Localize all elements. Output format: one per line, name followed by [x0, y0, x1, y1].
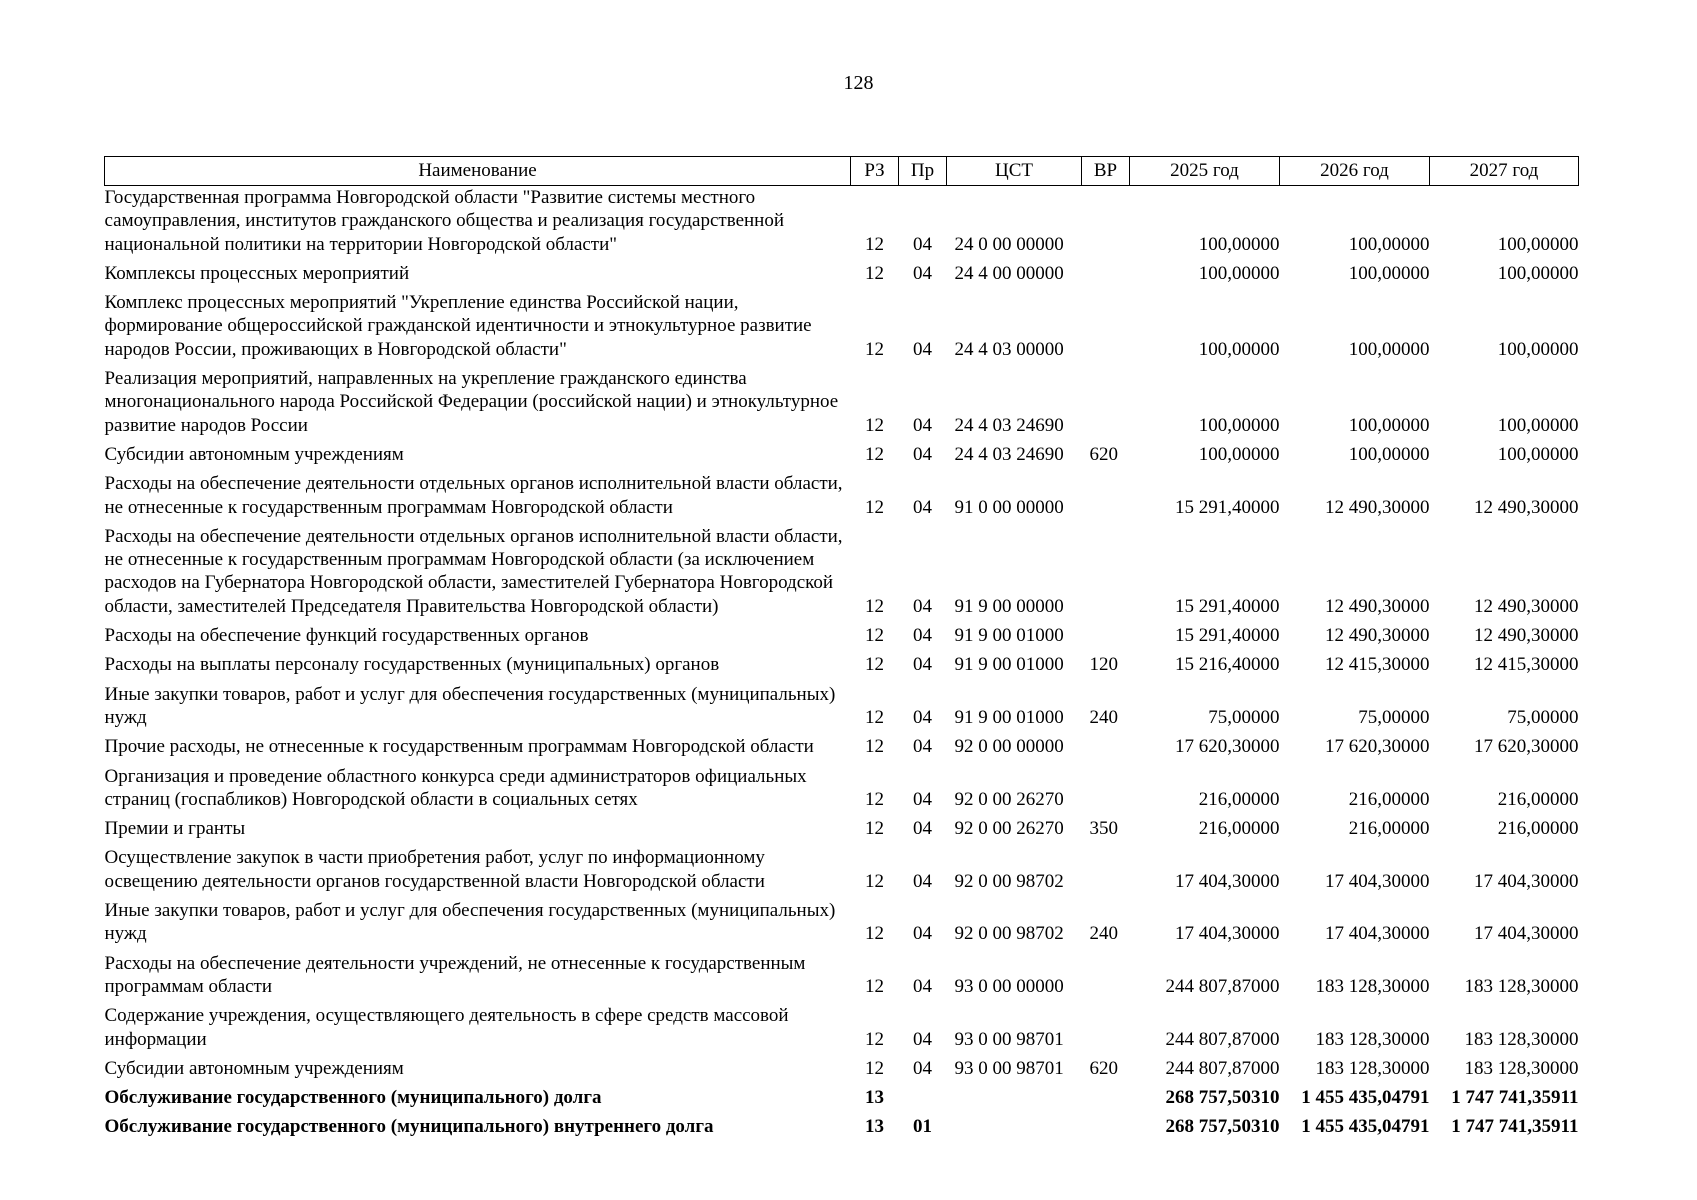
cell-2026: 12 490,30000 — [1325, 625, 1430, 647]
cell-name: Реализация мероприятий, направленных на укрепление гражданского единства многонационального народа Российской Федерации (российской нации) и этнокультурное развитие народов России — [104, 368, 839, 436]
table-row — [105, 1057, 1579, 1086]
cell-2027: 17 620,30000 — [1474, 736, 1579, 758]
cell-2026: 12 415,30000 — [1325, 654, 1430, 676]
table-row — [105, 817, 1579, 846]
cell-2026: 1 455 435,04791 — [1301, 1116, 1430, 1138]
cell-2025: 216,00000 — [1198, 788, 1280, 810]
cell-pr: 04 — [913, 736, 932, 758]
cell-vr: 240 — [1089, 706, 1118, 728]
cell-name: Расходы на обеспечение деятельности отдельных органов исполнительной власти области, не отнесенные к государственным программам Новгородской области (за исключением расходов на Губернатора Новгородской области, заместителей Губернатора Новгородской области, заместителей Председателя Правительства Новгородской области) — [104, 525, 843, 617]
cell-cst: 24 4 03 00000 — [954, 338, 1064, 360]
cell-vr — [1082, 262, 1130, 291]
cell-rz: 12 — [865, 496, 884, 518]
cell-cst: 92 0 00 98702 — [954, 923, 1064, 945]
cell-vr — [1082, 624, 1130, 653]
cell-rz: 12 — [865, 654, 884, 676]
header-2025: 2025 год — [1130, 157, 1280, 186]
cell-2025: 244 807,87000 — [1165, 975, 1280, 997]
cell-rz: 12 — [865, 1028, 884, 1050]
cell-2025: 100,00000 — [1198, 338, 1280, 360]
cell-pr: 04 — [913, 654, 932, 676]
cell-2026: 100,00000 — [1348, 233, 1430, 255]
cell-rz: 12 — [865, 338, 884, 360]
cell-2027: 100,00000 — [1497, 338, 1579, 360]
cell-2027: 100,00000 — [1497, 443, 1579, 465]
cell-2026: 100,00000 — [1348, 262, 1430, 284]
cell-pr — [899, 1086, 947, 1115]
cell-rz: 13 — [865, 1087, 884, 1109]
cell-2026: 183 128,30000 — [1315, 1028, 1430, 1050]
header-cst: ЦСТ — [947, 157, 1082, 186]
cell-rz: 12 — [865, 870, 884, 892]
cell-name: Комплексы процессных мероприятий — [104, 262, 410, 284]
cell-pr: 04 — [913, 1028, 932, 1050]
cell-cst: 24 0 00 00000 — [954, 233, 1064, 255]
cell-cst: 93 0 00 00000 — [954, 975, 1064, 997]
cell-rz: 12 — [865, 706, 884, 728]
cell-vr: 620 — [1089, 1057, 1118, 1079]
cell-pr: 04 — [913, 443, 932, 465]
cell-cst — [947, 1115, 1082, 1144]
cell-cst: 24 4 03 24690 — [954, 443, 1064, 465]
cell-2025: 15 291,40000 — [1175, 595, 1280, 617]
table-header-row — [105, 157, 1579, 186]
cell-vr — [1082, 1086, 1130, 1115]
header-2026: 2026 год — [1280, 157, 1430, 186]
cell-2027: 183 128,30000 — [1464, 975, 1579, 997]
cell-pr: 04 — [913, 496, 932, 518]
cell-2026: 17 404,30000 — [1325, 923, 1430, 945]
cell-name: Иные закупки товаров, работ и услуг для обеспечения государственных (муниципальных) нужд — [104, 900, 836, 945]
cell-2026: 100,00000 — [1348, 443, 1430, 465]
table-row — [105, 186, 1579, 262]
cell-cst: 92 0 00 26270 — [954, 788, 1064, 810]
cell-rz: 12 — [865, 1057, 884, 1079]
cell-pr: 04 — [913, 595, 932, 617]
table-row — [105, 653, 1579, 682]
cell-cst: 92 0 00 00000 — [954, 736, 1064, 758]
cell-rz: 12 — [865, 818, 884, 840]
cell-2026: 216,00000 — [1348, 818, 1430, 840]
cell-pr: 04 — [913, 788, 932, 810]
cell-2026: 100,00000 — [1348, 338, 1430, 360]
cell-pr: 04 — [913, 262, 932, 284]
table-row — [105, 952, 1579, 1005]
cell-pr: 01 — [913, 1116, 932, 1138]
cell-name: Субсидии автономным учреждениям — [104, 443, 404, 465]
cell-vr — [1082, 1004, 1130, 1057]
cell-2026: 183 128,30000 — [1315, 975, 1430, 997]
cell-vr — [1082, 735, 1130, 764]
budget-table — [104, 156, 1579, 1145]
cell-name: Премии и гранты — [104, 818, 246, 840]
cell-cst: 93 0 00 98701 — [954, 1028, 1064, 1050]
cell-rz: 12 — [865, 595, 884, 617]
cell-vr — [1082, 367, 1130, 443]
table-body — [105, 186, 1579, 1145]
cell-vr — [1082, 1115, 1130, 1144]
cell-name: Субсидии автономным учреждениям — [104, 1057, 404, 1079]
cell-vr: 120 — [1089, 654, 1118, 676]
cell-vr: 620 — [1089, 443, 1118, 465]
table-row — [105, 367, 1579, 443]
cell-2025: 100,00000 — [1198, 414, 1280, 436]
cell-pr: 04 — [913, 975, 932, 997]
cell-2025: 268 757,50310 — [1165, 1116, 1280, 1138]
cell-2027: 216,00000 — [1497, 788, 1579, 810]
page-number: 128 — [843, 72, 874, 94]
cell-name: Осуществление закупок в части приобретения работ, услуг по информационному освещению деятельности органов государственной власти Новгородской области — [104, 847, 765, 892]
cell-2026: 75,00000 — [1358, 706, 1430, 728]
cell-2027: 100,00000 — [1497, 262, 1579, 284]
cell-rz: 12 — [865, 443, 884, 465]
cell-rz: 12 — [865, 923, 884, 945]
table-row — [105, 735, 1579, 764]
cell-2025: 100,00000 — [1198, 262, 1280, 284]
cell-2025: 244 807,87000 — [1165, 1028, 1280, 1050]
cell-name: Прочие расходы, не отнесенные к государственным программам Новгородской области — [104, 736, 814, 758]
table-row — [105, 291, 1579, 367]
cell-2025: 17 404,30000 — [1175, 870, 1280, 892]
cell-rz: 12 — [865, 262, 884, 284]
cell-2026: 1 455 435,04791 — [1301, 1087, 1430, 1109]
cell-pr: 04 — [913, 338, 932, 360]
cell-pr: 04 — [913, 625, 932, 647]
cell-cst: 92 0 00 98702 — [954, 870, 1064, 892]
cell-2027: 1 747 741,35911 — [1451, 1116, 1579, 1138]
header-2027: 2027 год — [1430, 157, 1579, 186]
cell-rz: 12 — [865, 788, 884, 810]
cell-2025: 15 291,40000 — [1175, 496, 1280, 518]
cell-rz: 12 — [865, 736, 884, 758]
table-row — [105, 262, 1579, 291]
table-row — [105, 443, 1579, 472]
cell-cst — [947, 1086, 1082, 1115]
cell-vr — [1082, 186, 1130, 262]
cell-cst: 24 4 00 00000 — [954, 262, 1064, 284]
cell-2027: 12 490,30000 — [1474, 625, 1579, 647]
cell-2025: 100,00000 — [1198, 443, 1280, 465]
cell-vr: 240 — [1089, 923, 1118, 945]
cell-2025: 17 404,30000 — [1175, 923, 1280, 945]
table-row — [105, 624, 1579, 653]
cell-vr — [1082, 472, 1130, 525]
cell-rz: 13 — [865, 1116, 884, 1138]
cell-vr — [1082, 291, 1130, 367]
cell-vr — [1082, 765, 1130, 818]
cell-name: Расходы на обеспечение деятельности отдельных органов исполнительной власти области, не отнесенные к государственным программам Новгородской области — [104, 473, 843, 518]
table-row — [105, 846, 1579, 899]
cell-2025: 268 757,50310 — [1165, 1087, 1280, 1109]
header-pr: Пр — [899, 157, 947, 186]
cell-cst: 93 0 00 98701 — [954, 1057, 1064, 1079]
cell-name: Обслуживание государственного (муниципального) внутреннего долга — [104, 1116, 714, 1138]
cell-2027: 12 490,30000 — [1474, 595, 1579, 617]
cell-2025: 15 291,40000 — [1175, 625, 1280, 647]
cell-cst: 24 4 03 24690 — [954, 414, 1064, 436]
cell-2027: 12 490,30000 — [1474, 496, 1579, 518]
cell-2025: 244 807,87000 — [1165, 1057, 1280, 1079]
cell-pr: 04 — [913, 818, 932, 840]
cell-2027: 100,00000 — [1497, 414, 1579, 436]
cell-cst: 91 9 00 01000 — [954, 706, 1064, 728]
table-row — [105, 472, 1579, 525]
table-row — [105, 1004, 1579, 1057]
cell-cst: 91 9 00 00000 — [954, 595, 1064, 617]
table-row — [105, 765, 1579, 818]
cell-2025: 17 620,30000 — [1175, 736, 1280, 758]
cell-2027: 17 404,30000 — [1474, 923, 1579, 945]
cell-rz: 12 — [865, 414, 884, 436]
cell-2026: 12 490,30000 — [1325, 595, 1430, 617]
cell-rz: 12 — [865, 975, 884, 997]
cell-2027: 183 128,30000 — [1464, 1057, 1579, 1079]
cell-2025: 216,00000 — [1198, 818, 1280, 840]
cell-pr: 04 — [913, 233, 932, 255]
cell-2026: 100,00000 — [1348, 414, 1430, 436]
cell-2027: 17 404,30000 — [1474, 870, 1579, 892]
cell-name: Комплекс процессных мероприятий "Укрепление единства Российской нации, формирование общероссийской гражданской идентичности и этнокультурное развитие народов России, проживающих в Новгородской области" — [104, 292, 812, 360]
cell-name: Государственная программа Новгородской области "Развитие системы местного самоуправления, институтов гражданского общества и реализация государственной национальной политики на территории Новгородской области" — [104, 187, 785, 255]
cell-pr: 04 — [913, 706, 932, 728]
cell-2027: 12 415,30000 — [1474, 654, 1579, 676]
cell-2026: 183 128,30000 — [1315, 1057, 1430, 1079]
table-row — [105, 525, 1579, 624]
cell-cst: 92 0 00 26270 — [954, 818, 1064, 840]
table-row — [105, 1115, 1579, 1144]
cell-vr — [1082, 525, 1130, 624]
cell-cst: 91 9 00 01000 — [954, 625, 1064, 647]
cell-rz: 12 — [865, 625, 884, 647]
cell-2027: 1 747 741,35911 — [1451, 1087, 1579, 1109]
cell-vr — [1082, 846, 1130, 899]
table-row — [105, 899, 1579, 952]
cell-name: Расходы на выплаты персоналу государственных (муниципальных) органов — [104, 654, 720, 676]
header-vr: ВР — [1082, 157, 1130, 186]
cell-2025: 75,00000 — [1208, 706, 1280, 728]
cell-2027: 100,00000 — [1497, 233, 1579, 255]
cell-2026: 12 490,30000 — [1325, 496, 1430, 518]
cell-name: Расходы на обеспечение функций государственных органов — [104, 625, 589, 647]
cell-2025: 15 216,40000 — [1175, 654, 1280, 676]
cell-2027: 75,00000 — [1507, 706, 1579, 728]
cell-pr: 04 — [913, 414, 932, 436]
cell-pr: 04 — [913, 923, 932, 945]
cell-2025: 100,00000 — [1198, 233, 1280, 255]
cell-vr: 350 — [1089, 818, 1118, 840]
header-rz: РЗ — [851, 157, 899, 186]
cell-cst: 91 9 00 01000 — [954, 654, 1064, 676]
cell-name: Расходы на обеспечение деятельности учреждений, не отнесенные к государственным программам области — [104, 952, 806, 997]
cell-pr: 04 — [913, 870, 932, 892]
cell-name: Организация и проведение областного конкурса среди администраторов официальных страниц (госпабликов) Новгородской области в социальных сетях — [104, 765, 807, 810]
cell-2026: 216,00000 — [1348, 788, 1430, 810]
cell-2026: 17 620,30000 — [1325, 736, 1430, 758]
cell-2026: 17 404,30000 — [1325, 870, 1430, 892]
table-row — [105, 1086, 1579, 1115]
cell-vr — [1082, 952, 1130, 1005]
cell-2027: 216,00000 — [1497, 818, 1579, 840]
table-row — [105, 683, 1579, 736]
cell-name: Содержание учреждения, осуществляющего деятельность в сфере средств массовой информации — [104, 1005, 789, 1050]
header-name: Наименование — [105, 157, 851, 186]
cell-pr: 04 — [913, 1057, 932, 1079]
cell-cst: 91 0 00 00000 — [954, 496, 1064, 518]
cell-2027: 183 128,30000 — [1464, 1028, 1579, 1050]
cell-name: Обслуживание государственного (муниципального) долга — [104, 1087, 602, 1109]
cell-name: Иные закупки товаров, работ и услуг для обеспечения государственных (муниципальных) нужд — [104, 683, 836, 728]
cell-rz: 12 — [865, 233, 884, 255]
